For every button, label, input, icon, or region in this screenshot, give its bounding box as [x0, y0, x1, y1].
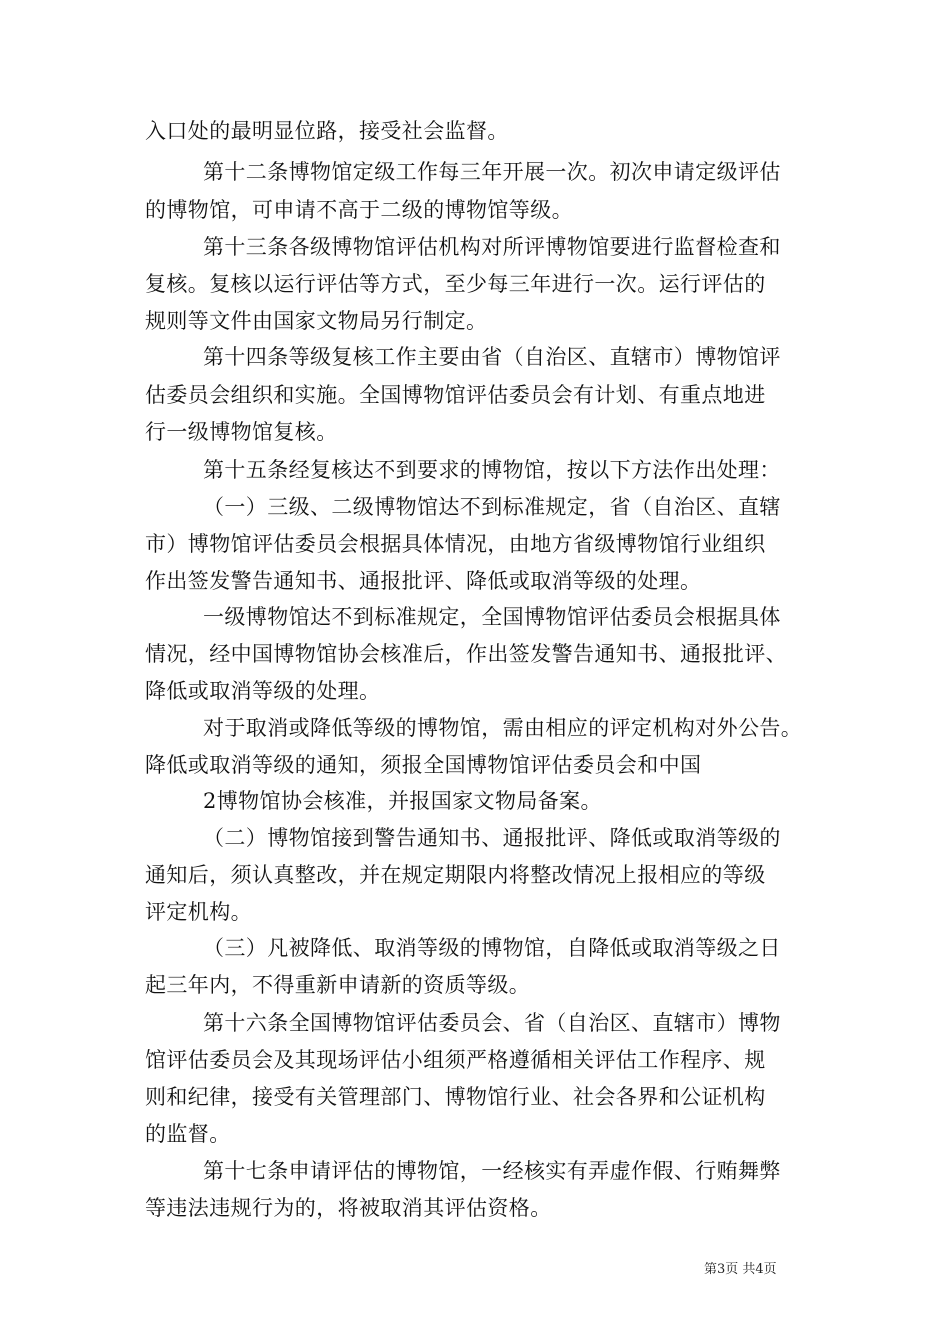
text-line: 降低或取消等级的处理。 — [145, 679, 381, 703]
text-line: 的博物馆，可申请不高于二级的博物馆等级。 — [145, 198, 573, 222]
text-line: 起三年内，不得重新申请新的资质等级。 — [145, 973, 531, 997]
text-line: （一）三级、二级博物馆达不到标准规定，省（自治区、直辖 — [203, 495, 781, 519]
text-line: 则和纪律，接受有关管理部门、博物馆行业、社会各界和公证机构 — [145, 1085, 766, 1109]
text-line: 馆评估委员会及其现场评估小组须严格遵循相关评估工作程序、规 — [145, 1048, 766, 1072]
text-line: 2博物馆协会核准，并报国家文物局备案。 — [203, 789, 602, 813]
text-line: 复核。复核以运行评估等方式，至少每三年进行一次。运行评估的 — [145, 272, 766, 296]
text-line: 降低或取消等级的通知，须报全国博物馆评估委员会和中国 — [145, 753, 702, 777]
text-line: 第十五条经复核达不到要求的博物馆，按以下方法作出处理： — [203, 458, 781, 482]
text-line: 作出签发警告通知书、通报批评、降低或取消等级的处理。 — [145, 569, 702, 593]
text-line: 第十三条各级博物馆评估机构对所评博物馆要进行监督检查和 — [203, 235, 781, 259]
text-line: 情况，经中国博物馆协会核准后，作出签发警告通知书、通报批评、 — [145, 642, 787, 666]
text-line: 的监督。 — [145, 1122, 231, 1146]
text-line: 入口处的最明显位路，接受社会监督。 — [145, 119, 509, 143]
text-line: 行一级博物馆复核。 — [145, 420, 338, 444]
text-line: 规则等文件由国家文物局另行制定。 — [145, 309, 488, 333]
text-line: 市）博物馆评估委员会根据具体情况，由地方省级博物馆行业组织 — [145, 532, 766, 556]
text-line: 估委员会组织和实施。全国博物馆评估委员会有计划、有重点地进 — [145, 383, 766, 407]
text-line: 一级博物馆达不到标准规定，全国博物馆评估委员会根据具体 — [203, 605, 781, 629]
text-line: 评定机构。 — [145, 900, 252, 924]
text-line: 通知后，须认真整改，并在规定期限内将整改情况上报相应的等级 — [145, 863, 766, 887]
text-line: 第十四条等级复核工作主要由省（自治区、直辖市）博物馆评 — [203, 345, 781, 369]
text-line: （三）凡被降低、取消等级的博物馆，自降低或取消等级之日 — [203, 936, 781, 960]
page-number-footer: 第3页 共4页 — [704, 1262, 777, 1277]
text-line: 第十二条博物馆定级工作每三年开展一次。初次申请定级评估 — [203, 160, 781, 184]
text-line: 对于取消或降低等级的博物馆，需由相应的评定机构对外公告。 — [203, 716, 803, 740]
text-line: 等违法违规行为的，将被取消其评估资格。 — [145, 1196, 552, 1220]
text-line: 第十六条全国博物馆评估委员会、省（自治区、直辖市）博物 — [203, 1011, 781, 1035]
text-line: （二）博物馆接到警告通知书、通报批评、降低或取消等级的 — [203, 826, 781, 850]
text-line: 第十七条申请评估的博物馆，一经核实有弄虚作假、行贿舞弊 — [203, 1159, 781, 1183]
